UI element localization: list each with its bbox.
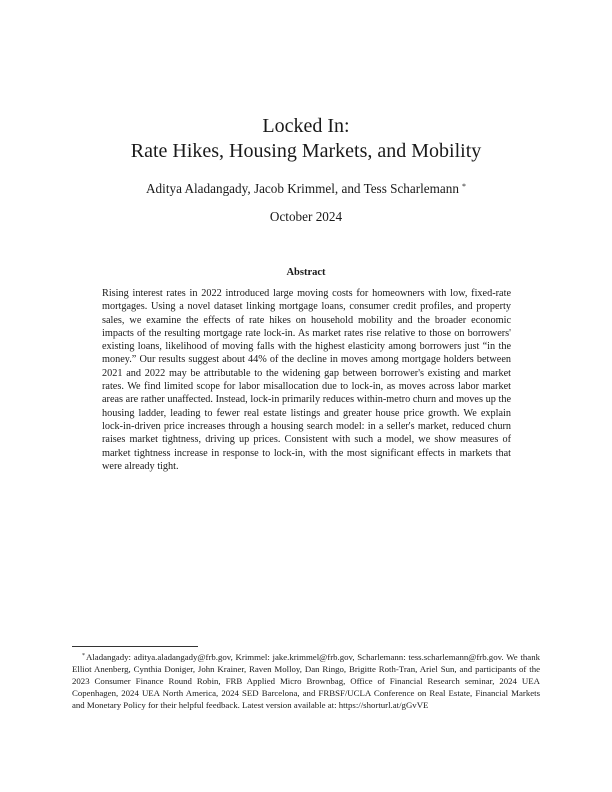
author-list: [0, 178, 612, 198]
title-line-2: Rate Hikes, Housing Markets, and Mobility: [130, 140, 482, 162]
footnote-mark: *: [82, 653, 85, 659]
footnote-rule: [72, 646, 198, 647]
paper-title: [0, 114, 612, 164]
footnote-text: Aladangady: aditya.aladangady@frb.gov, Krimmel: jake.krimmel@frb.gov, Scharlemann: tess.scharlemann@frb.gov. We thank Elliot Anenberg, Cynthia Doniger, John Krainer, Raven Molloy, Dan Ringo, Brigitte Roth-Tran, Ariel Sun, and participants of the 2023 Consumer Finance Round Robin, FRB Applied Micro Brownbag, Office of Financial Research seminar, 2024 UEA Copenhagen, 2024 UEA North America, 2024 SED Barcelona, and FRBSF/UCLA Conference on Real Estate, Financial Markets and Monetary Policy for their helpful feedback. Latest version available at: https://shorturl.at/gGvVE: [72, 652, 540, 710]
abstract-heading: Abstract: [286, 267, 326, 278]
author-names: Aditya Aladangady, Jacob Krimmel, and Tess Scharlemann: [146, 181, 459, 196]
publication-date: October 2024: [269, 209, 343, 224]
abstract-body: Rising interest rates in 2022 introduced large moving costs for homeowners with low, fixed-rate mortgages. Using a novel dataset linking mortgage loans, consumer credit profiles, and property sales, we examine the effects of rate hikes on household mobility and the broader economic impacts of the resulting mortgage rate lock-in. As market rates rise relative to those on borrowers' existing loans, likelihood of moving falls with the highest elasticity among borrowers just “in the money.” Our results suggest about 44% of the decline in moves among mortgage holders between 2021 and 2022 may be attributable to the widening gap between borrower's existing and market rates. We find limited scope for labor misallocation due to lock-in, as moves across labor market areas are rather unaffected. Instead, lock-in primarily reduces within-metro churn and moves up the housing ladder, leading to fewer real estate listings and greater house price growth. We explain lock-in-driven price increases through a housing search model: in a seller's market, reduced churn raises market tightness, driving up prices. Consistent with such a model, we show measures of market tightness increase in response to lock-in, with the most significant effects in markets that were already tight.: [102, 288, 511, 472]
author-footnote: [72, 650, 540, 711]
author-footnote-mark: *: [461, 182, 466, 191]
title-line-1: Locked In:: [262, 115, 350, 137]
